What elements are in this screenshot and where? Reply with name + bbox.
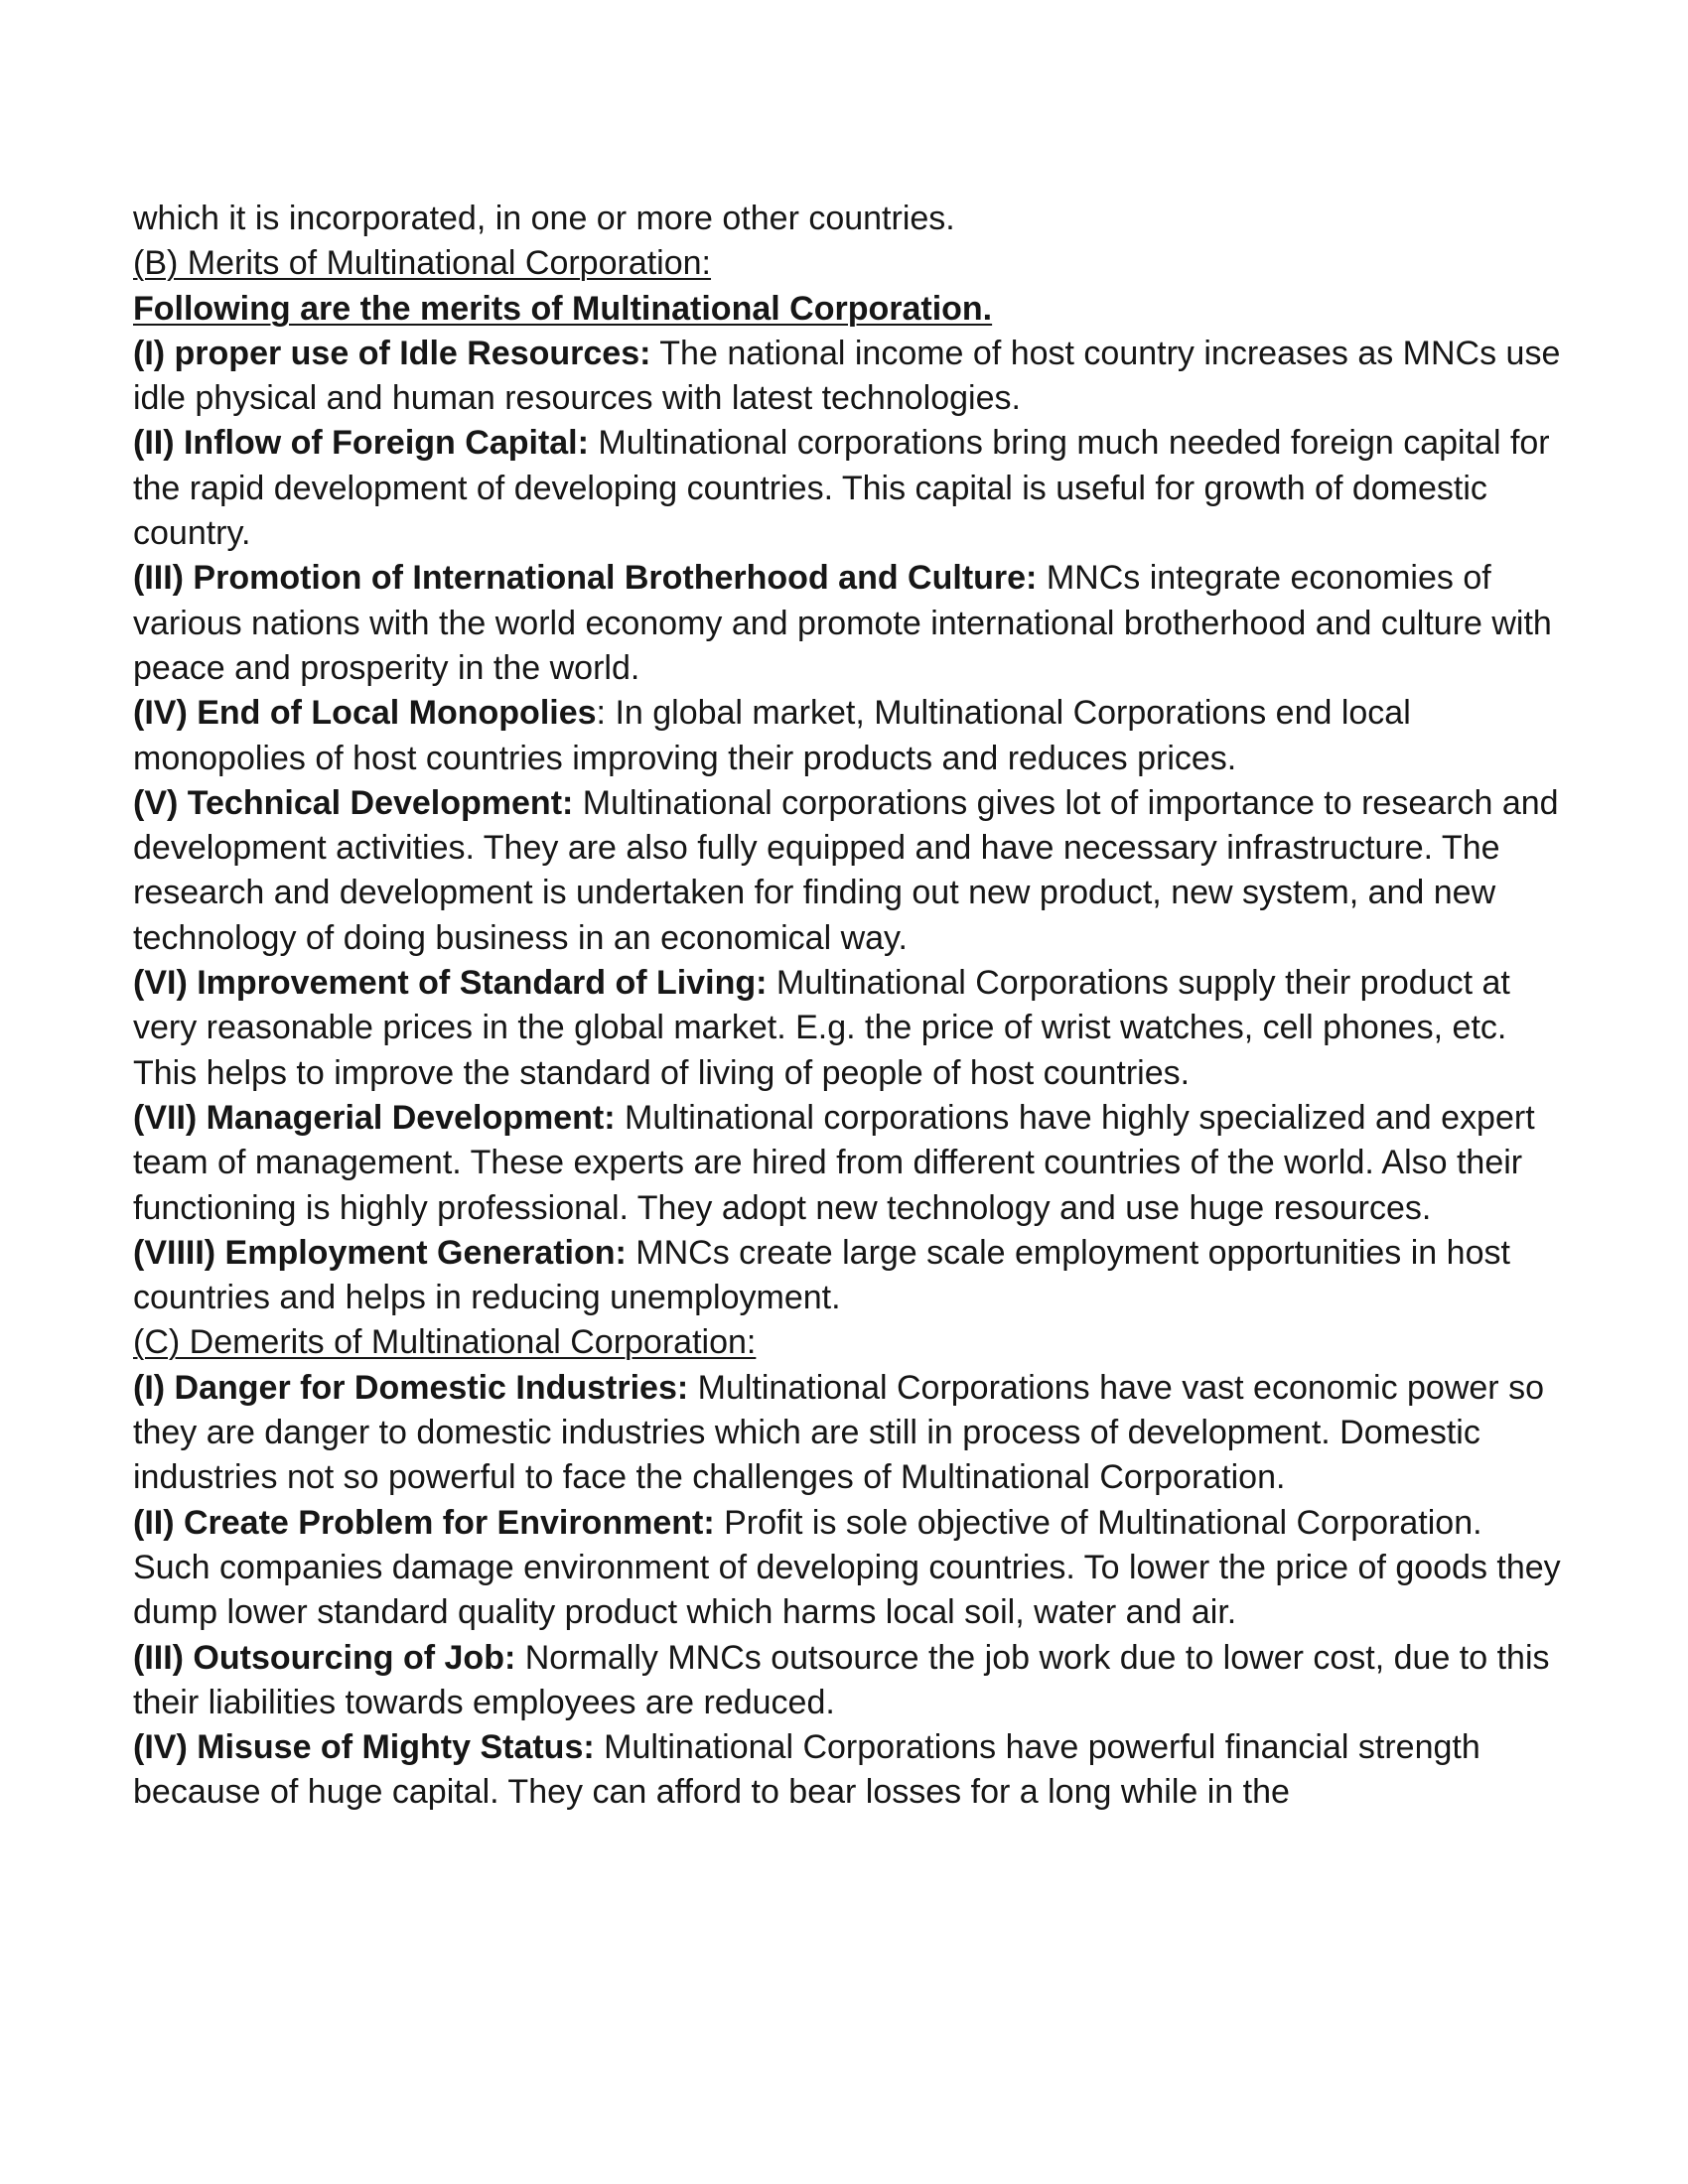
- demerit-term: (II) Create Problem for Environment:: [133, 1503, 715, 1542]
- demerit-term: (IV) Misuse of Mighty Status:: [133, 1728, 595, 1767]
- demerit-text: Profit is sole objective of Multinational Corporation. Such companies damage environment of developing countries. To lower the price of goods they dump lower standard quality product which harms local soil, water and air.: [133, 1503, 1561, 1632]
- merit-text: Multinational corporations bring much needed foreign capital for the rapid development of developing countries. This capital is useful for growth of domestic country.: [133, 424, 1550, 553]
- merit-item-2: [133, 421, 1563, 556]
- merit-text: Multinational corporations have highly specialized and expert team of management. These experts are hired from different countries of the world. Also their functioning is highly professional. They adopt new technology and use huge resources.: [133, 1098, 1535, 1227]
- merit-term: (V) Technical Development:: [133, 783, 574, 822]
- demerit-term: (I) Danger for Domestic Industries:: [133, 1368, 689, 1407]
- merit-item-7: [133, 1096, 1563, 1231]
- merit-item-6: [133, 961, 1563, 1096]
- merit-term: (VII) Managerial Development:: [133, 1098, 616, 1137]
- merit-term: (III) Promotion of International Brotherhood and Culture:: [133, 559, 1038, 598]
- intro-line: which it is incorporated, in one or more other countries.: [133, 200, 955, 237]
- merit-item-5: [133, 781, 1563, 961]
- demerit-item-2: [133, 1501, 1563, 1636]
- merit-term: (I) proper use of Idle Resources:: [133, 334, 651, 372]
- merit-text: The national income of host country increases as MNCs use idle physical and human resources with latest technologies.: [133, 334, 1561, 418]
- merit-item-3: [133, 556, 1563, 691]
- merit-term: (II) Inflow of Foreign Capital:: [133, 424, 589, 463]
- merit-item-4: [133, 691, 1563, 781]
- merit-term: (VIIII) Employment Generation:: [133, 1233, 627, 1272]
- merit-text: MNCs integrate economies of various nations with the world economy and promote international brotherhood and culture with peace and prosperity in the world.: [133, 559, 1552, 687]
- merit-text: MNCs create large scale employment opportunities in host countries and helps in reducing unemployment.: [133, 1233, 1510, 1317]
- demerit-item-1: [133, 1366, 1563, 1501]
- merit-term: (VI) Improvement of Standard of Living:: [133, 964, 768, 1003]
- demerit-item-4: [133, 1725, 1563, 1816]
- demerits-heading: (C) Demerits of Multinational Corporation:: [133, 1323, 757, 1362]
- merit-item-1: [133, 332, 1563, 422]
- demerit-text: Multinational Corporations have vast economic power so they are danger to domestic industries which are still in process of development. Domestic industries not so powerful to face the challenges of Multinational Corporation.: [133, 1368, 1544, 1497]
- merit-text: Multinational corporations gives lot of importance to research and development activities. They are also fully equipped and have necessary infrastructure. The research and development is undertaken for finding out new product, new system, and new technology of doing business in an economical way.: [133, 783, 1559, 957]
- demerit-item-3: [133, 1636, 1563, 1726]
- demerit-text: Multinational Corporations have powerful financial strength because of huge capital. They can afford to bear losses for a long while in the: [133, 1728, 1480, 1812]
- document-page: [133, 197, 1563, 1816]
- merit-text: : In global market, Multinational Corporations end local monopolies of host countries improving their products and reduces prices.: [133, 694, 1411, 777]
- demerit-term: (III) Outsourcing of Job:: [133, 1638, 516, 1677]
- merits-subheading: Following are the merits of Multinational Corporation.: [133, 289, 993, 328]
- merit-text: Multinational Corporations supply their product at very reasonable prices in the global market. E.g. the price of wrist watches, cell phones, etc. This helps to improve the standard of living of people of host countries.: [133, 964, 1510, 1092]
- merit-item-8: [133, 1231, 1563, 1321]
- merit-term: (IV) End of Local Monopolies: [133, 694, 597, 733]
- demerit-text: Normally MNCs outsource the job work due to lower cost, due to this their liabilities towards employees are reduced.: [133, 1638, 1550, 1721]
- merits-heading: (B) Merits of Multinational Corporation:: [133, 244, 712, 283]
